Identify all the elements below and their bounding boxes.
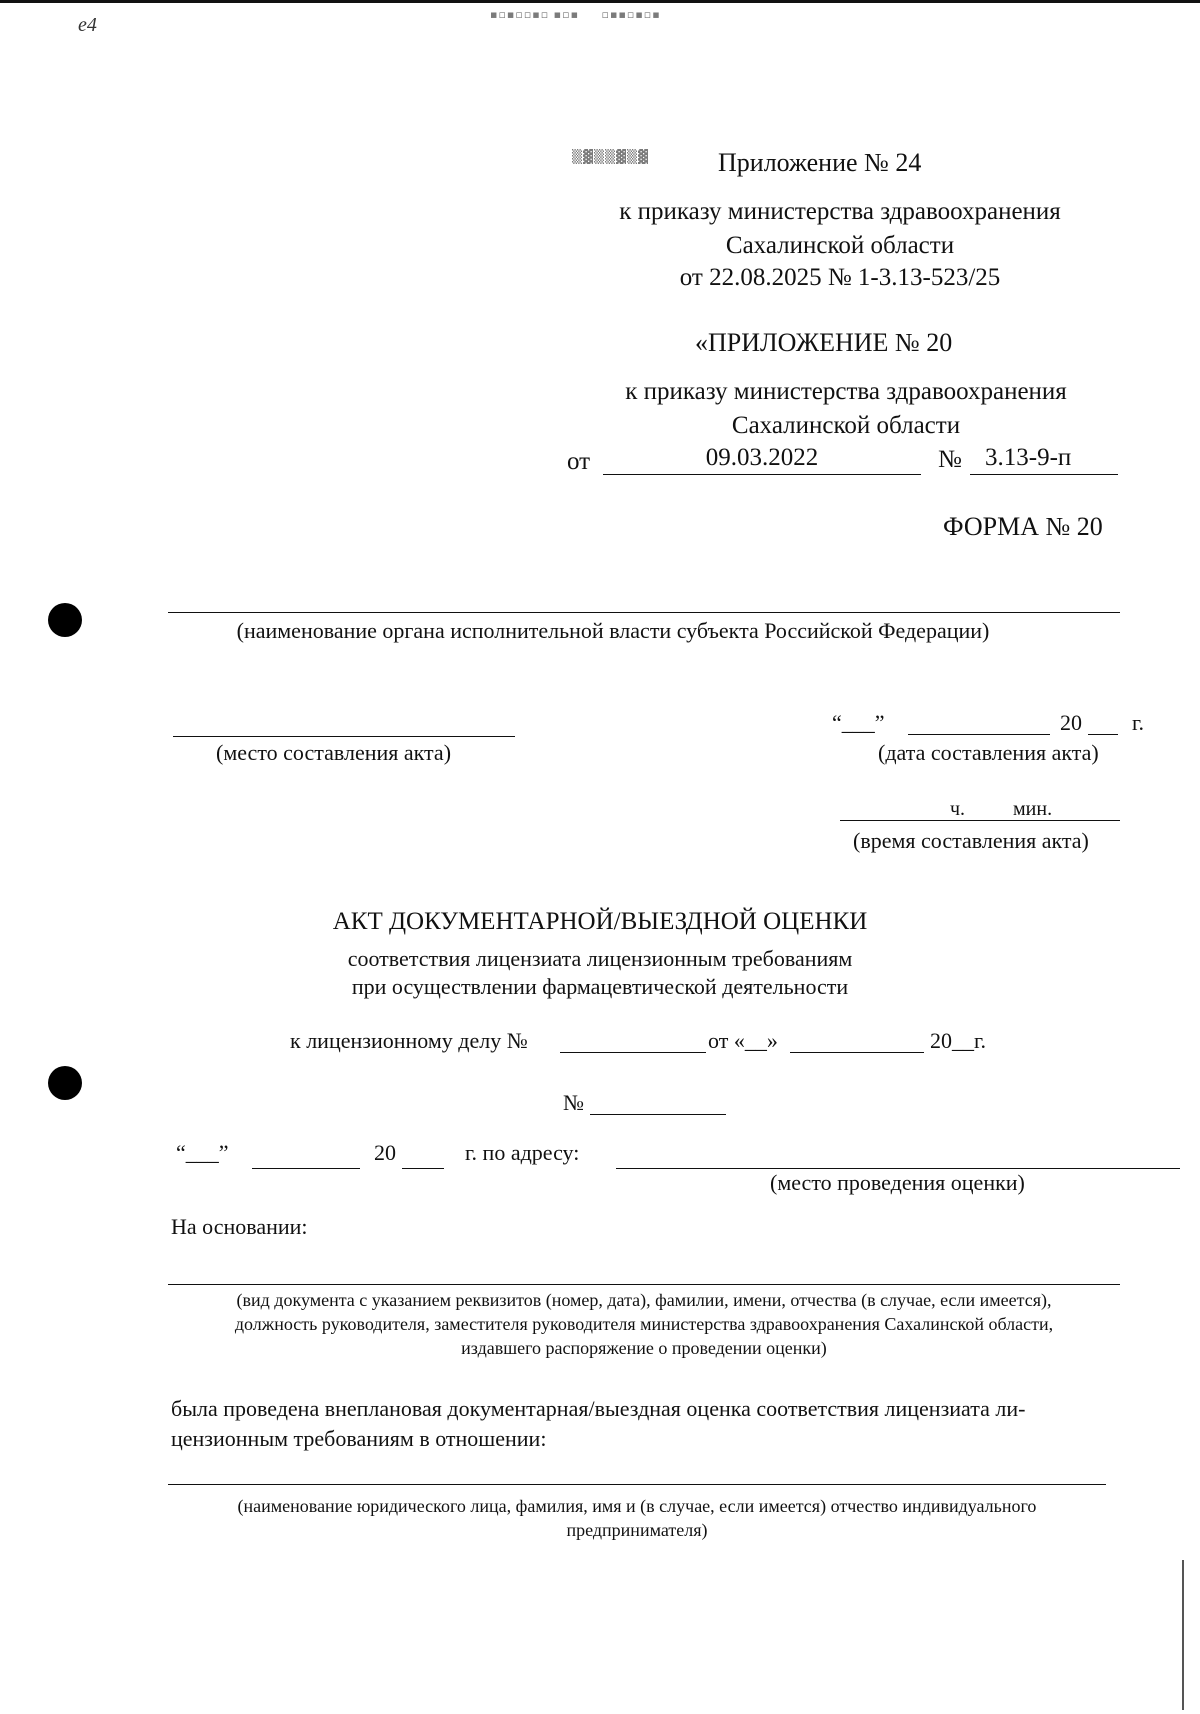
quoted-order-line-1: к приказу министерства здравоохранения — [625, 378, 1067, 405]
address-caption: (место проведения оценки) — [770, 1170, 1025, 1195]
stamp-smudge: ▒▓▒▒▓▒▓ — [572, 150, 649, 165]
order-line-3: от 22.08.2025 № 1-3.13-523/25 — [679, 264, 1001, 291]
subject-caption-line-2: предпринимателя) — [566, 1520, 708, 1540]
address-year-line — [402, 1168, 444, 1169]
address-label: г. по адресу: — [465, 1140, 580, 1165]
act-title: АКТ ДОКУМЕНТАРНОЙ/ВЫЕЗДНОЙ ОЦЕНКИ — [332, 908, 868, 935]
top-stamp-smudge: ▪▫▪▫▫▪▫ ▪▫▪ ▫▪▪▫▪▫▪ — [490, 8, 661, 21]
form-label: ФОРМА № 20 — [943, 512, 1103, 541]
date-year-line — [1088, 734, 1118, 735]
address-year: 20 — [374, 1140, 396, 1165]
case-month-line — [790, 1052, 924, 1053]
place-line — [173, 736, 515, 737]
basis-label: На основании: — [171, 1214, 308, 1239]
place-caption: (место составления акта) — [216, 740, 452, 765]
date-year-suffix: г. — [1132, 710, 1145, 735]
quoted-order-line-2: Сахалинской области — [731, 412, 961, 439]
order-line-2: Сахалинской области — [725, 232, 955, 259]
hole-punch-bottom — [48, 1066, 82, 1100]
date-day-quotes: “___” — [832, 710, 885, 735]
basis-caption-line-3: издавшего распоряжение о проведении оценки) — [461, 1338, 827, 1358]
case-year: 20__г. — [930, 1028, 987, 1053]
hole-punch-top — [48, 603, 82, 637]
order-line-1: к приказу министерства здравоохранения — [619, 198, 1061, 225]
case-prefix: к лицензионному делу № — [290, 1028, 528, 1053]
address-line — [616, 1168, 1180, 1169]
time-caption: (время составления акта) — [853, 828, 1089, 853]
act-subtitle-line-2: при осуществлении фармацевтической деятельности — [351, 974, 849, 999]
conducted-line-1: была проведена внеплановая документарная/выездная оценка соответствия лицензиата ли- — [171, 1396, 1026, 1421]
time-hours-label: ч. — [950, 798, 966, 820]
date-month-line — [908, 734, 1050, 735]
number-value: 3.13-9-п — [985, 444, 1072, 471]
basis-line — [168, 1284, 1120, 1285]
from-date-value: 09.03.2022 — [705, 444, 819, 471]
subject-line — [168, 1484, 1106, 1485]
top-scan-edge — [0, 0, 1200, 3]
from-date-line — [603, 474, 921, 475]
act-number-label: № — [563, 1090, 584, 1115]
right-scan-edge — [1182, 1560, 1184, 1710]
act-number-line — [590, 1114, 726, 1115]
time-line — [840, 820, 1120, 821]
address-day-quotes: “___” — [176, 1140, 229, 1165]
number-label: № — [938, 446, 962, 473]
margin-mark: е4 — [78, 14, 97, 36]
address-month-line — [252, 1168, 360, 1169]
act-subtitle-line-1: соответствия лицензиата лицензионным требованиям — [347, 946, 853, 971]
from-label: от — [567, 448, 591, 475]
time-minutes-label: мин. — [1013, 798, 1053, 820]
basis-caption-line-2: должность руководителя, заместителя руководителя министерства здравоохранения Сахалинской области, — [234, 1314, 1054, 1334]
authority-caption: (наименование органа исполнительной власти субъекта Российской Федерации) — [236, 618, 990, 643]
date-year-prefix: 20 — [1060, 710, 1082, 735]
conducted-line-2: цензионным требованиям в отношении: — [171, 1426, 547, 1451]
appendix-title: Приложение № 24 — [718, 148, 922, 177]
case-from-label: от «__» — [708, 1028, 778, 1053]
quoted-appendix-title: «ПРИЛОЖЕНИЕ № 20 — [695, 328, 953, 357]
number-line — [970, 474, 1118, 475]
subject-caption-line-1: (наименование юридического лица, фамилия, имя и (в случае, если имеется) отчество индивидуального — [237, 1496, 1037, 1516]
case-number-line — [560, 1052, 706, 1053]
authority-line — [168, 612, 1120, 613]
basis-caption-line-1: (вид документа с указанием реквизитов (номер, дата), фамилии, имени, отчества (в случае, если имеется), — [236, 1290, 1052, 1310]
date-caption: (дата составления акта) — [878, 740, 1099, 765]
